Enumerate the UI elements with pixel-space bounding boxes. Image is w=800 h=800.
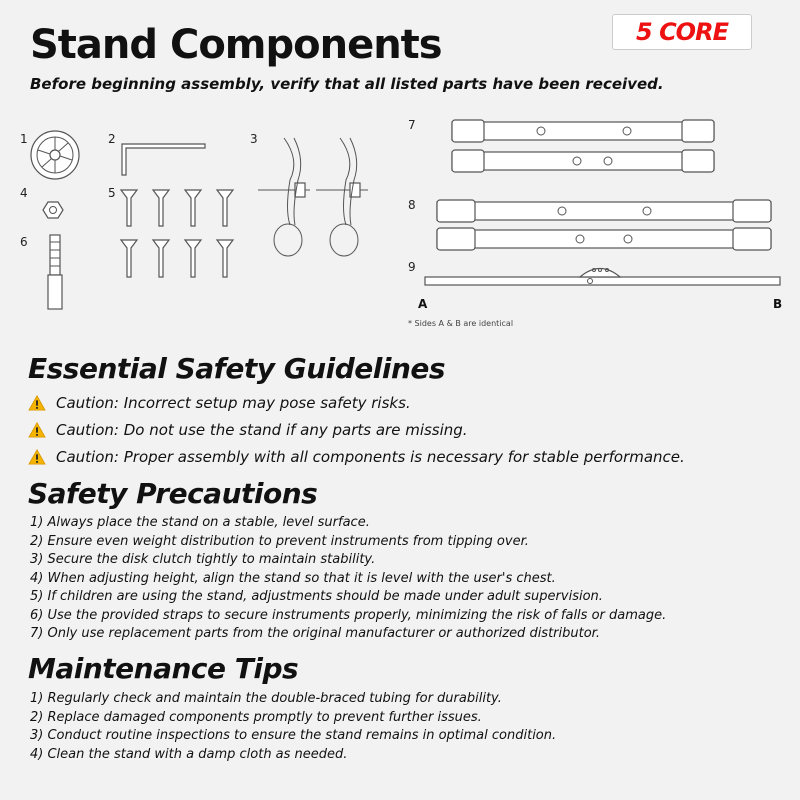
components-diagram bbox=[0, 100, 800, 330]
caution-text: Caution: Do not use the stand if any parts are missing. bbox=[56, 421, 468, 439]
component-label-4: 4 bbox=[20, 186, 28, 200]
safety-guidelines-heading: Essential Safety Guidelines bbox=[28, 352, 446, 385]
bolt-icon bbox=[48, 235, 62, 309]
caution-text: Caution: Proper assembly with all components is necessary for stable performance. bbox=[56, 448, 685, 466]
disk-clutch-icon bbox=[31, 131, 79, 179]
list-item: 2) Replace damaged components promptly to prevent further issues. bbox=[30, 709, 482, 725]
brand-logo-text: 5 CORE bbox=[636, 18, 728, 46]
component-label-6: 6 bbox=[20, 235, 28, 249]
strap-icon bbox=[258, 138, 368, 256]
maintenance-heading: Maintenance Tips bbox=[28, 652, 299, 685]
component-label-7: 7 bbox=[408, 118, 416, 132]
component-label-5: 5 bbox=[108, 186, 116, 200]
list-item: 3) Secure the disk clutch tightly to maintain stability. bbox=[30, 552, 376, 567]
list-item: 3) Conduct routine inspections to ensure the stand remains in optimal condition. bbox=[30, 728, 557, 743]
side-b-label: B bbox=[773, 297, 783, 311]
caution-item bbox=[28, 421, 468, 439]
caution-item bbox=[28, 394, 411, 412]
list-item: 4) When adjusting height, align the stand so that it is level with the user's chest. bbox=[30, 570, 556, 586]
nut-icon bbox=[43, 202, 63, 218]
component-label-2: 2 bbox=[108, 132, 116, 146]
page-subtitle: Before beginning assembly, verify that all listed parts have been received. bbox=[30, 75, 664, 93]
list-item: 2) Ensure even weight distribution to prevent instruments from tipping over. bbox=[30, 533, 529, 549]
list-item: 6) Use the provided straps to secure instruments properly, minimizing the risk of falls or damage. bbox=[30, 607, 667, 623]
component-label-9: 9 bbox=[408, 260, 416, 274]
warning-triangle-icon bbox=[28, 449, 46, 465]
brand-logo bbox=[612, 14, 752, 50]
precautions-list bbox=[30, 514, 666, 644]
page-title: Stand Components bbox=[30, 22, 442, 68]
component-label-1: 1 bbox=[20, 132, 28, 146]
side-a-label: A bbox=[418, 297, 428, 311]
maintenance-list bbox=[30, 690, 556, 764]
caution-text: Caution: Incorrect setup may pose safety risks. bbox=[56, 394, 411, 412]
allen-key-icon bbox=[122, 144, 205, 175]
warning-triangle-icon bbox=[28, 422, 46, 438]
list-item: 7) Only use replacement parts from the original manufacturer or authorized distributor. bbox=[30, 626, 600, 641]
tube-set-7-icon bbox=[452, 120, 714, 172]
leg-bar-icon bbox=[425, 269, 780, 286]
list-item: 1) Always place the stand on a stable, level surface. bbox=[30, 515, 370, 530]
sides-note: * Sides A & B are identical bbox=[408, 319, 514, 328]
list-item: 5) If children are using the stand, adjustments should be made under adult supervision. bbox=[30, 589, 603, 604]
safety-precautions-heading: Safety Precautions bbox=[28, 477, 318, 510]
caution-item bbox=[28, 448, 685, 466]
warning-triangle-icon bbox=[28, 395, 46, 411]
tube-set-8-icon bbox=[437, 200, 771, 250]
list-item: 1) Regularly check and maintain the double-braced tubing for durability. bbox=[30, 691, 502, 706]
screws-icon bbox=[121, 190, 233, 277]
list-item: 4) Clean the stand with a damp cloth as needed. bbox=[30, 746, 348, 762]
component-label-3: 3 bbox=[250, 132, 258, 146]
component-label-8: 8 bbox=[408, 198, 416, 212]
